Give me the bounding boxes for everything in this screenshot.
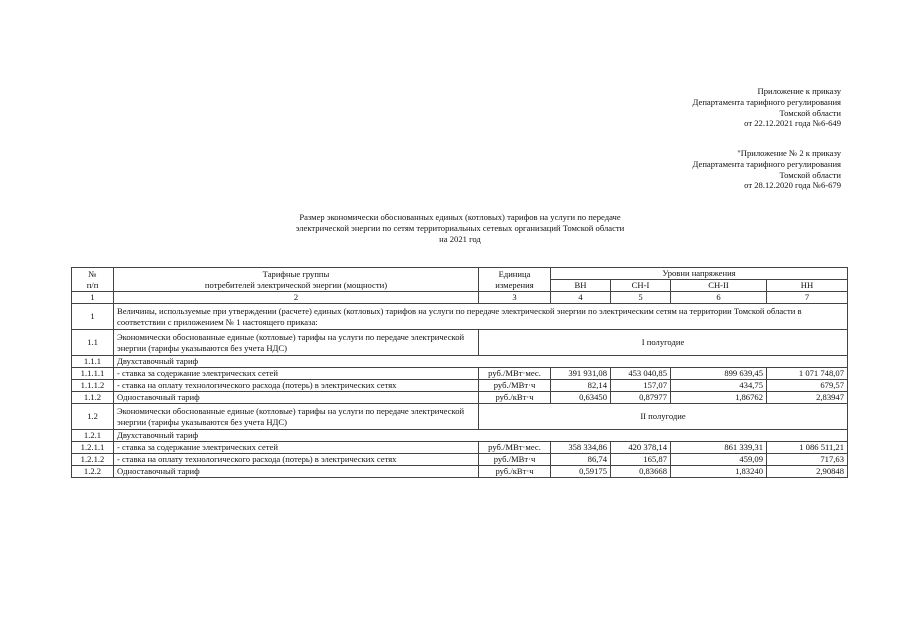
subsection-title: Двухставочный тариф: [114, 430, 848, 442]
subsection-row: [72, 430, 848, 442]
section-number: 1.1: [72, 330, 114, 356]
order-header-line: от 22.12.2021 года №6-649: [744, 118, 841, 129]
value-nn: 717,63: [767, 454, 848, 466]
value-sn2: 459,09: [671, 454, 767, 466]
row-number: 1.1.2: [72, 392, 114, 404]
order-header-line: Томской области: [779, 107, 841, 118]
header-unit: Единица измерения: [479, 268, 551, 292]
header-sn1: СН-I: [611, 280, 671, 292]
header-voltage-levels: Уровни напряжения: [551, 268, 848, 280]
value-vn: 86,74: [551, 454, 611, 466]
table-row: [72, 380, 848, 392]
section-title: Экономически обоснованные единые (котловые) тарифы на услуги по передаче электрической энергии (тарифы указываются без учета НДС): [114, 330, 479, 356]
row-unit: руб./МВт·ч: [479, 380, 551, 392]
subsection-title: Двухставочный тариф: [114, 356, 848, 368]
value-sn2: 899 639,45: [671, 368, 767, 380]
row-unit: руб./МВт·мес.: [479, 442, 551, 454]
order-header: [693, 86, 841, 129]
subsection-row: [72, 356, 848, 368]
value-nn: 679,57: [767, 380, 848, 392]
table-row: [72, 368, 848, 380]
order-header-line: Департамента тарифного регулирования: [692, 96, 841, 107]
row-unit: руб./МВт·мес.: [479, 368, 551, 380]
value-sn1: 0,87977: [611, 392, 671, 404]
row-name: Одноставочный тариф: [114, 392, 479, 404]
value-vn: 0,63450: [551, 392, 611, 404]
document-title-line: Размер экономически обоснованных единых (котловых) тарифов на услуги по передаче: [299, 212, 621, 222]
value-sn1: 420 378,14: [611, 442, 671, 454]
value-vn: 0,59175: [551, 466, 611, 478]
value-sn1: 165,87: [611, 454, 671, 466]
section-period: II полугодие: [479, 404, 848, 430]
section-row: [72, 330, 848, 356]
row-name: Одноставочный тариф: [114, 466, 479, 478]
value-vn: 358 334,86: [551, 442, 611, 454]
row-number: 1.2.1.2: [72, 454, 114, 466]
row-number: 1.2.2: [72, 466, 114, 478]
column-number: 3: [479, 292, 551, 304]
previous-order-header-line: от 28.12.2020 года №6-679: [744, 180, 841, 191]
row-unit: руб./МВт·ч: [479, 454, 551, 466]
previous-order-header-line: "Приложение № 2 к приказу: [737, 148, 841, 158]
row-number: 1.2.1.1: [72, 442, 114, 454]
value-sn2: 861 339,31: [671, 442, 767, 454]
header-sn2: СН-II: [671, 280, 767, 292]
row-name: - ставка на оплату технологического расхода (потерь) в электрических сетях: [114, 380, 479, 392]
section-period: I полугодие: [479, 330, 848, 356]
row-name: - ставка за содержание электрических сетей: [114, 368, 479, 380]
value-sn1: 453 040,85: [611, 368, 671, 380]
column-number: 4: [551, 292, 611, 304]
previous-order-header-line: Департамента тарифного регулирования: [692, 158, 841, 169]
column-number: 6: [671, 292, 767, 304]
value-vn: 82,14: [551, 380, 611, 392]
value-nn: 2,83947: [767, 392, 848, 404]
previous-order-header: [693, 148, 841, 191]
header-vn: ВН: [551, 280, 611, 292]
table-row: [72, 442, 848, 454]
row-number: 1.1.1.1: [72, 368, 114, 380]
value-nn: 2,90848: [767, 466, 848, 478]
value-sn1: 157,07: [611, 380, 671, 392]
header-tariff-groups: Тарифные группы потребителей электрической энергии (мощности): [114, 268, 479, 292]
table-row: [72, 392, 848, 404]
document-title-line: электрической энергии по сетям территориальных сетевых организаций Томской области: [295, 222, 625, 233]
subsection-number: 1.2.1: [72, 430, 114, 442]
table-row: [72, 454, 848, 466]
value-sn2: 1,86762: [671, 392, 767, 404]
row-number: 1: [72, 304, 114, 330]
row-unit: руб./кВт·ч: [479, 392, 551, 404]
section-row: [72, 404, 848, 430]
row-unit: руб./кВт·ч: [479, 466, 551, 478]
header-nn: НН: [767, 280, 848, 292]
row-name: - ставка за содержание электрических сетей: [114, 442, 479, 454]
document-title: [200, 212, 720, 244]
column-number: 1: [72, 292, 114, 304]
column-number: 5: [611, 292, 671, 304]
value-nn: 1 071 748,07: [767, 368, 848, 380]
column-number: 7: [767, 292, 848, 304]
section-title: Экономически обоснованные единые (котловые) тарифы на услуги по передаче электрической энергии (тарифы указываются без учета НДС): [114, 404, 479, 430]
document-title-line: на 2021 год: [439, 233, 481, 244]
value-sn1: 0,83668: [611, 466, 671, 478]
row-description: Величины, используемые при утверждении (расчете) единых (котловых) тарифов на услуги по передаче электрической энергии по электрическим сетям на территории Томской области в соответствии с приложением № 1 настоящего приказа:: [114, 304, 848, 330]
row-name: - ставка на оплату технологического расхода (потерь) в электрических сетях: [114, 454, 479, 466]
section-number: 1.2: [72, 404, 114, 430]
subsection-number: 1.1.1: [72, 356, 114, 368]
previous-order-header-line: Томской области: [779, 169, 841, 180]
tariff-table: [71, 267, 848, 478]
value-sn2: 1,83240: [671, 466, 767, 478]
order-header-line: Приложение к приказу: [757, 86, 841, 96]
column-number: 2: [114, 292, 479, 304]
value-vn: 391 931,08: [551, 368, 611, 380]
value-nn: 1 086 511,21: [767, 442, 848, 454]
table-row: [72, 466, 848, 478]
value-sn2: 434,75: [671, 380, 767, 392]
row-number: 1.1.1.2: [72, 380, 114, 392]
header-number: № п/п: [72, 268, 114, 292]
